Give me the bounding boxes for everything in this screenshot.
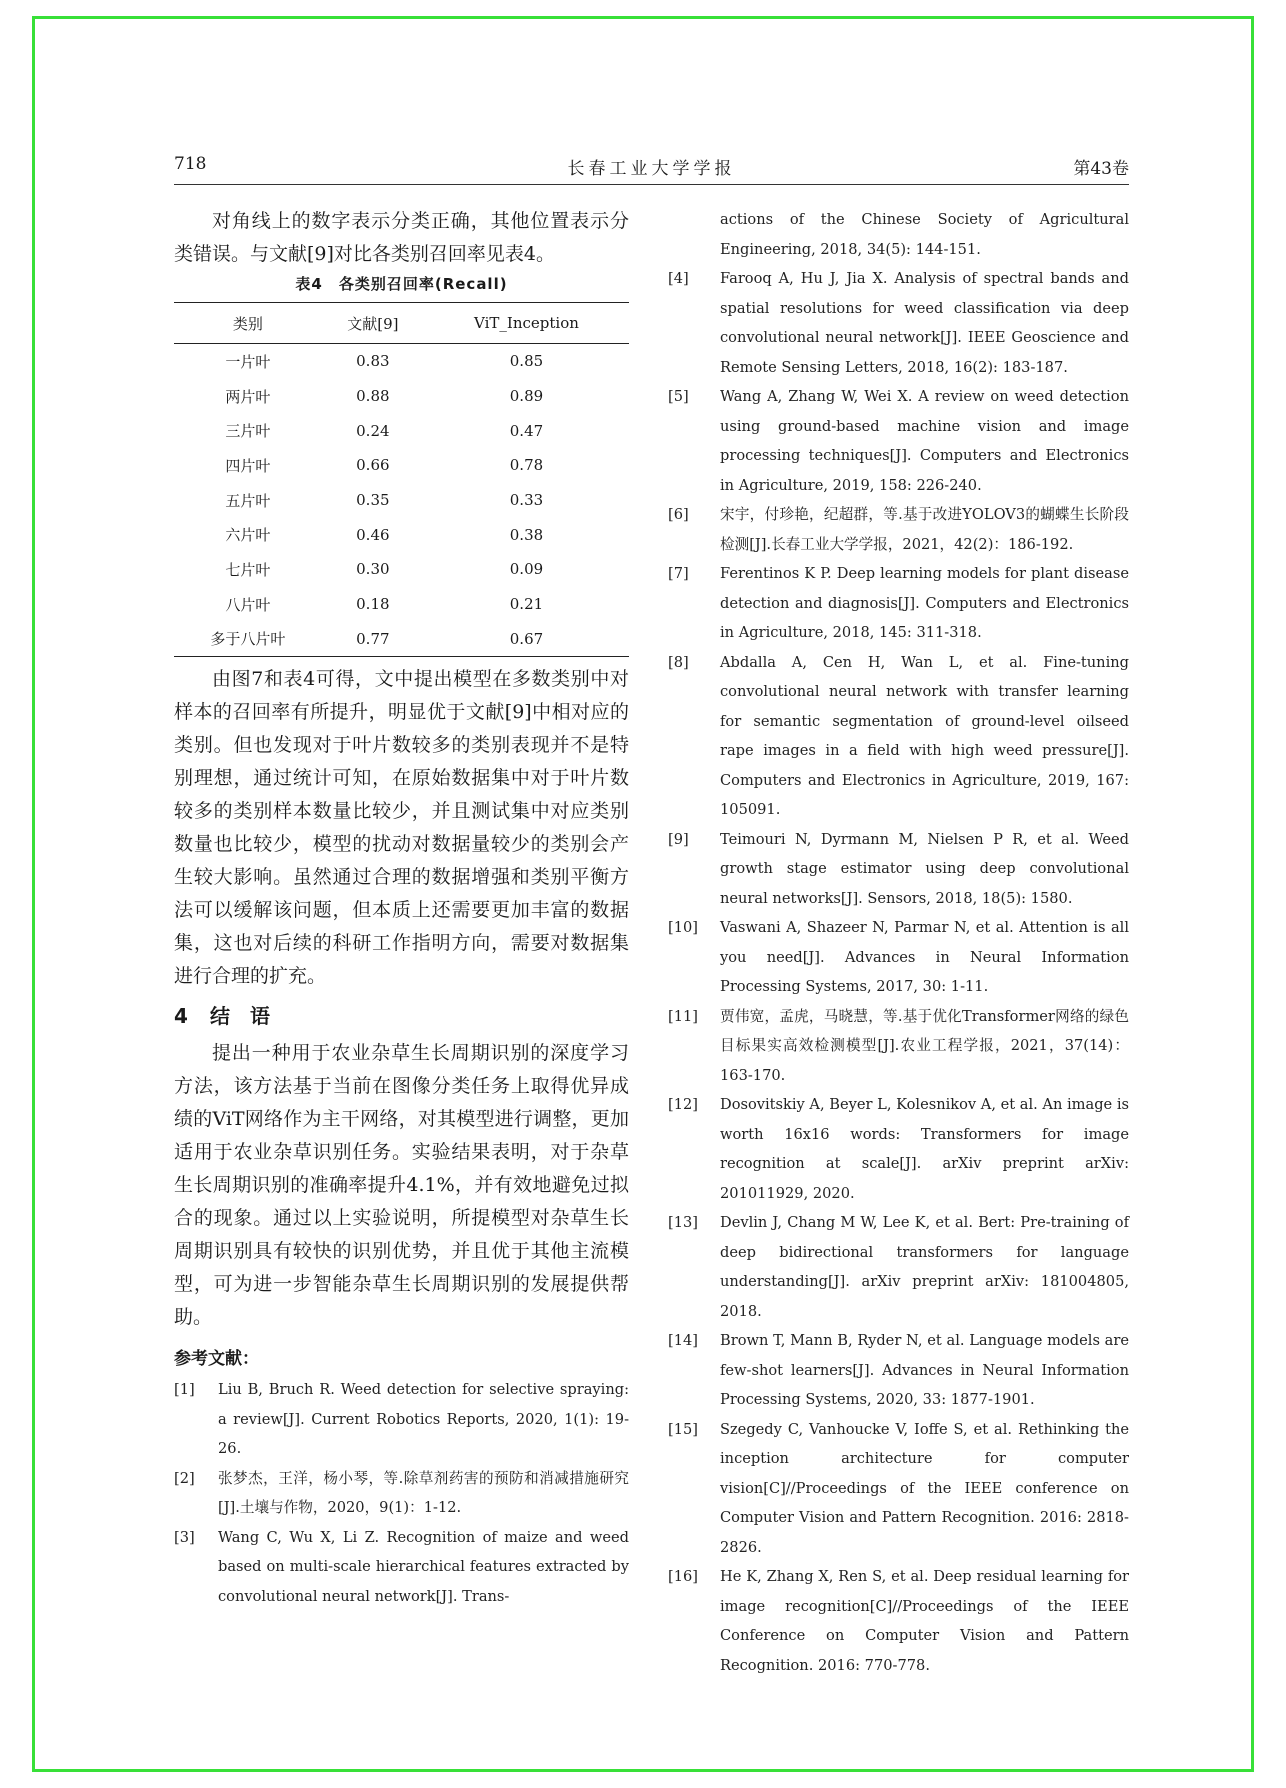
reference-number: [11]	[668, 1007, 698, 1025]
reference-item	[668, 382, 1129, 500]
reference-number: [5]	[668, 388, 689, 405]
reference-text: Abdalla A, Cen H, Wan L, et al. Fine-tuning convolutional neural network with transfer learning for semantic segmentation of ground-level oilseed rape images in a field with high weed pressure[J]. Computers and Electronics in Agriculture, 2019, 167: 105091.	[720, 653, 1129, 818]
column-header: ViT_Inception	[424, 303, 629, 344]
table-cell: 0.83	[356, 352, 390, 371]
table-row	[174, 622, 629, 657]
reference-item	[668, 1208, 1129, 1326]
reference-item	[668, 500, 1129, 559]
reference-number: [2]	[174, 1469, 195, 1487]
reference-item	[668, 1090, 1129, 1208]
table-row	[174, 413, 629, 448]
table-row	[174, 344, 629, 379]
reference-number: [3]	[174, 1528, 195, 1546]
table-cell: 0.24	[356, 421, 390, 440]
reference-number: [1]	[174, 1381, 195, 1399]
reference-text: 贾伟宽，孟虎，马晓慧，等.基于优化Transformer网络的绿色目标果实高效检测模型[J].农业工程学报，2021，37(14)：163-170.	[720, 1007, 1129, 1084]
page-number: 718	[174, 154, 207, 174]
table-cell: 六片叶	[225, 526, 271, 545]
table-cell: 三片叶	[225, 422, 271, 441]
column-header: 类别	[174, 303, 322, 344]
reference-item	[668, 913, 1129, 1002]
table-cell: 0.85	[509, 352, 544, 371]
table-row	[174, 552, 629, 587]
reference-item	[668, 1415, 1129, 1563]
table-cell: 0.67	[424, 622, 629, 657]
reference-text: Farooq A, Hu J, Jia X. Analysis of spectral bands and spatial resolutions for weed classification via deep convolutional neural network[J]. IEEE Geoscience and Remote Sensing Letters, 2018, 16(2): 183-187.	[720, 270, 1129, 376]
reference-number: [7]	[668, 565, 689, 582]
table-cell: 0.89	[509, 387, 544, 406]
table-caption: 表4 各类别召回率(Recall)	[295, 275, 508, 293]
intro-paragraph: 对角线上的数字表示分类正确，其他位置表示分类错误。与文献[9]对比各类别召回率见表4。	[174, 210, 629, 265]
reference-text: Vaswani A, Shazeer N, Parmar N, et al. Attention is all you need[J]. Advances in Neural Information Processing Systems, 2017, 30: 1-11.	[720, 919, 1129, 995]
reference-item	[174, 1464, 629, 1523]
reference-number: [8]	[668, 653, 689, 671]
reference-text: Teimouri N, Dyrmann M, Nielsen P R, et al. Weed growth stage estimator using deep convolutional neural networks[J]. Sensors, 2018, 18(5): 1580.	[720, 830, 1129, 907]
table-cell: 0.30	[356, 560, 390, 579]
reference-item	[668, 559, 1129, 648]
table-cell: 0.47	[509, 421, 544, 440]
column-header: 文献[9]	[322, 303, 424, 344]
reference-number: [4]	[668, 270, 689, 287]
table-cell: 四片叶	[225, 456, 271, 475]
table-cell: 0.33	[509, 491, 544, 510]
reference-item	[668, 648, 1129, 825]
volume-label: 第43卷	[1073, 159, 1129, 179]
reference-text: Dosovitskiy A, Beyer L, Kolesnikov A, et al. An image is worth 16x16 words: Transformers for image recognition at scale[J]. arXiv preprint arXiv: 201011929, 2020.	[720, 1096, 1129, 1202]
table-row	[174, 483, 629, 518]
table-cell: 0.88	[356, 387, 390, 406]
table-cell: 0.66	[356, 456, 390, 475]
table-cell: 0.09	[509, 560, 544, 579]
table-cell: 八片叶	[225, 595, 271, 614]
left-column	[174, 205, 629, 1611]
reference-number: [13]	[668, 1214, 698, 1231]
reference-item	[668, 825, 1129, 914]
reference-text: 张梦杰，王洋，杨小琴，等.除草剂药害的预防和消减措施研究[J].土壤与作物，2020，9(1)：1-12.	[218, 1469, 629, 1517]
reference-number: [12]	[668, 1096, 698, 1113]
table-row	[174, 448, 629, 483]
reference-text: Liu B, Bruch R. Weed detection for selective spraying: a review[J]. Current Robotics Reports, 2020, 1(1): 19-26.	[218, 1381, 629, 1458]
discussion-paragraph: 由图7和表4可得，文中提出模型在多数类别中对样本的召回率有所提升，明显优于文献[9]中相对应的类别。但也发现对于叶片数较多的类别表现并不是特别理想，通过统计可知，在原始数据集中对于叶片数较多的类别样本数量比较少，并且测试集中对应类别数量也比较少，模型的扰动对数据量较少的类别会产生较大影响。虽然通过合理的数据增强和类别平衡方法可以缓解该问题，但本质上还需要更加丰富的数据集，这也对后续的科研工作指明方向，需要对数据集进行合理的扩充。	[174, 668, 629, 988]
reference-number: [15]	[668, 1420, 698, 1438]
table-cell: 0.21	[509, 595, 544, 614]
reference-text: Wang A, Zhang W, Wei X. A review on weed detection using ground-based machine vision and image processing techniques[J]. Computers and Electronics in Agriculture, 2019, 158: 226-240.	[720, 388, 1129, 494]
reference-text: Brown T, Mann B, Ryder N, et al. Language models are few-shot learners[J]. Advances in Neural Information Processing Systems, 2020, 33: 1877-1901.	[720, 1332, 1129, 1408]
references-heading: 参考文献：	[174, 1349, 259, 1370]
reference-item	[668, 264, 1129, 382]
section-title: 结 语	[210, 1004, 270, 1029]
reference-number: [9]	[668, 830, 689, 848]
journal-title: 长春工业大学学报	[567, 159, 736, 179]
table-cell: 0.46	[356, 525, 390, 544]
reference-text: 宋宇，付珍艳，纪超群，等.基于改进YOLOV3的蝴蝶生长阶段检测[J].长春工业大学学报，2021，42(2)：186-192.	[720, 506, 1129, 553]
reference-number: [16]	[668, 1568, 698, 1585]
table-row	[174, 587, 629, 622]
reference-text: Wang C, Wu X, Li Z. Recognition of maize and weed based on multi-scale hierarchical features extracted by convolutional neural network[J]. Trans-	[218, 1528, 629, 1605]
table-header-row	[174, 303, 629, 344]
reference-number: [14]	[668, 1332, 698, 1349]
table-cell: 两片叶	[225, 387, 271, 406]
table-cell: 0.78	[509, 456, 544, 475]
recall-table	[174, 302, 629, 657]
reference-continuation: actions of the Chinese Society of Agricultural Engineering, 2018, 34(5): 144-151.	[720, 211, 1129, 258]
reference-item	[668, 1562, 1129, 1680]
table-row	[174, 379, 629, 414]
reference-number: [10]	[668, 919, 698, 936]
reference-item	[174, 1523, 629, 1612]
table-cell: 多于八片叶	[174, 622, 322, 657]
reference-item	[174, 1375, 629, 1464]
right-column	[668, 205, 1129, 1680]
section-heading	[174, 1001, 629, 1031]
reference-item	[668, 1002, 1129, 1091]
reference-text: Ferentinos K P. Deep learning models for plant disease detection and diagnosis[J]. Computers and Electronics in Agriculture, 2018, 145: 311-318.	[720, 565, 1129, 641]
table-cell: 0.35	[356, 491, 390, 510]
table-cell: 一片叶	[225, 352, 271, 371]
table-cell: 0.18	[356, 595, 390, 614]
reference-text: He K, Zhang X, Ren S, et al. Deep residual learning for image recognition[C]//Proceedings of the IEEE Conference on Computer Vision and Pattern Recognition. 2016: 770-778.	[720, 1568, 1129, 1674]
reference-number: [6]	[668, 506, 689, 523]
reference-item	[668, 1326, 1129, 1415]
running-header	[174, 150, 1129, 185]
reference-text: Devlin J, Chang M W, Lee K, et al. Bert: Pre-training of deep bidirectional transformers for language understanding[J]. arXiv preprint arXiv: 181004805, 2018.	[720, 1214, 1129, 1320]
reference-text: Szegedy C, Vanhoucke V, Ioffe S, et al. Rethinking the inception architecture for computer vision[C]//Proceedings of the IEEE conference on Computer Vision and Pattern Recognition. 2016: 2818-2826.	[720, 1420, 1129, 1556]
section-number: 4	[174, 1004, 188, 1029]
table-row	[174, 517, 629, 552]
table-cell: 七片叶	[225, 560, 271, 579]
table-cell: 0.77	[322, 622, 424, 657]
conclusion-paragraph: 提出一种用于农业杂草生长周期识别的深度学习方法，该方法基于当前在图像分类任务上取得优异成绩的ViT网络作为主干网络，对其模型进行调整，更加适用于农业杂草识别任务。实验结果表明，对于杂草生长周期识别的准确率提升4.1%，并有效地避免过拟合的现象。通过以上实验说明，所提模型对杂草生长周期识别具有较快的识别优势，并且优于其他主流模型，可为进一步智能杂草生长周期识别的发展提供帮助。	[174, 1042, 629, 1329]
table-cell: 0.38	[509, 525, 544, 544]
table-cell: 五片叶	[225, 491, 271, 510]
